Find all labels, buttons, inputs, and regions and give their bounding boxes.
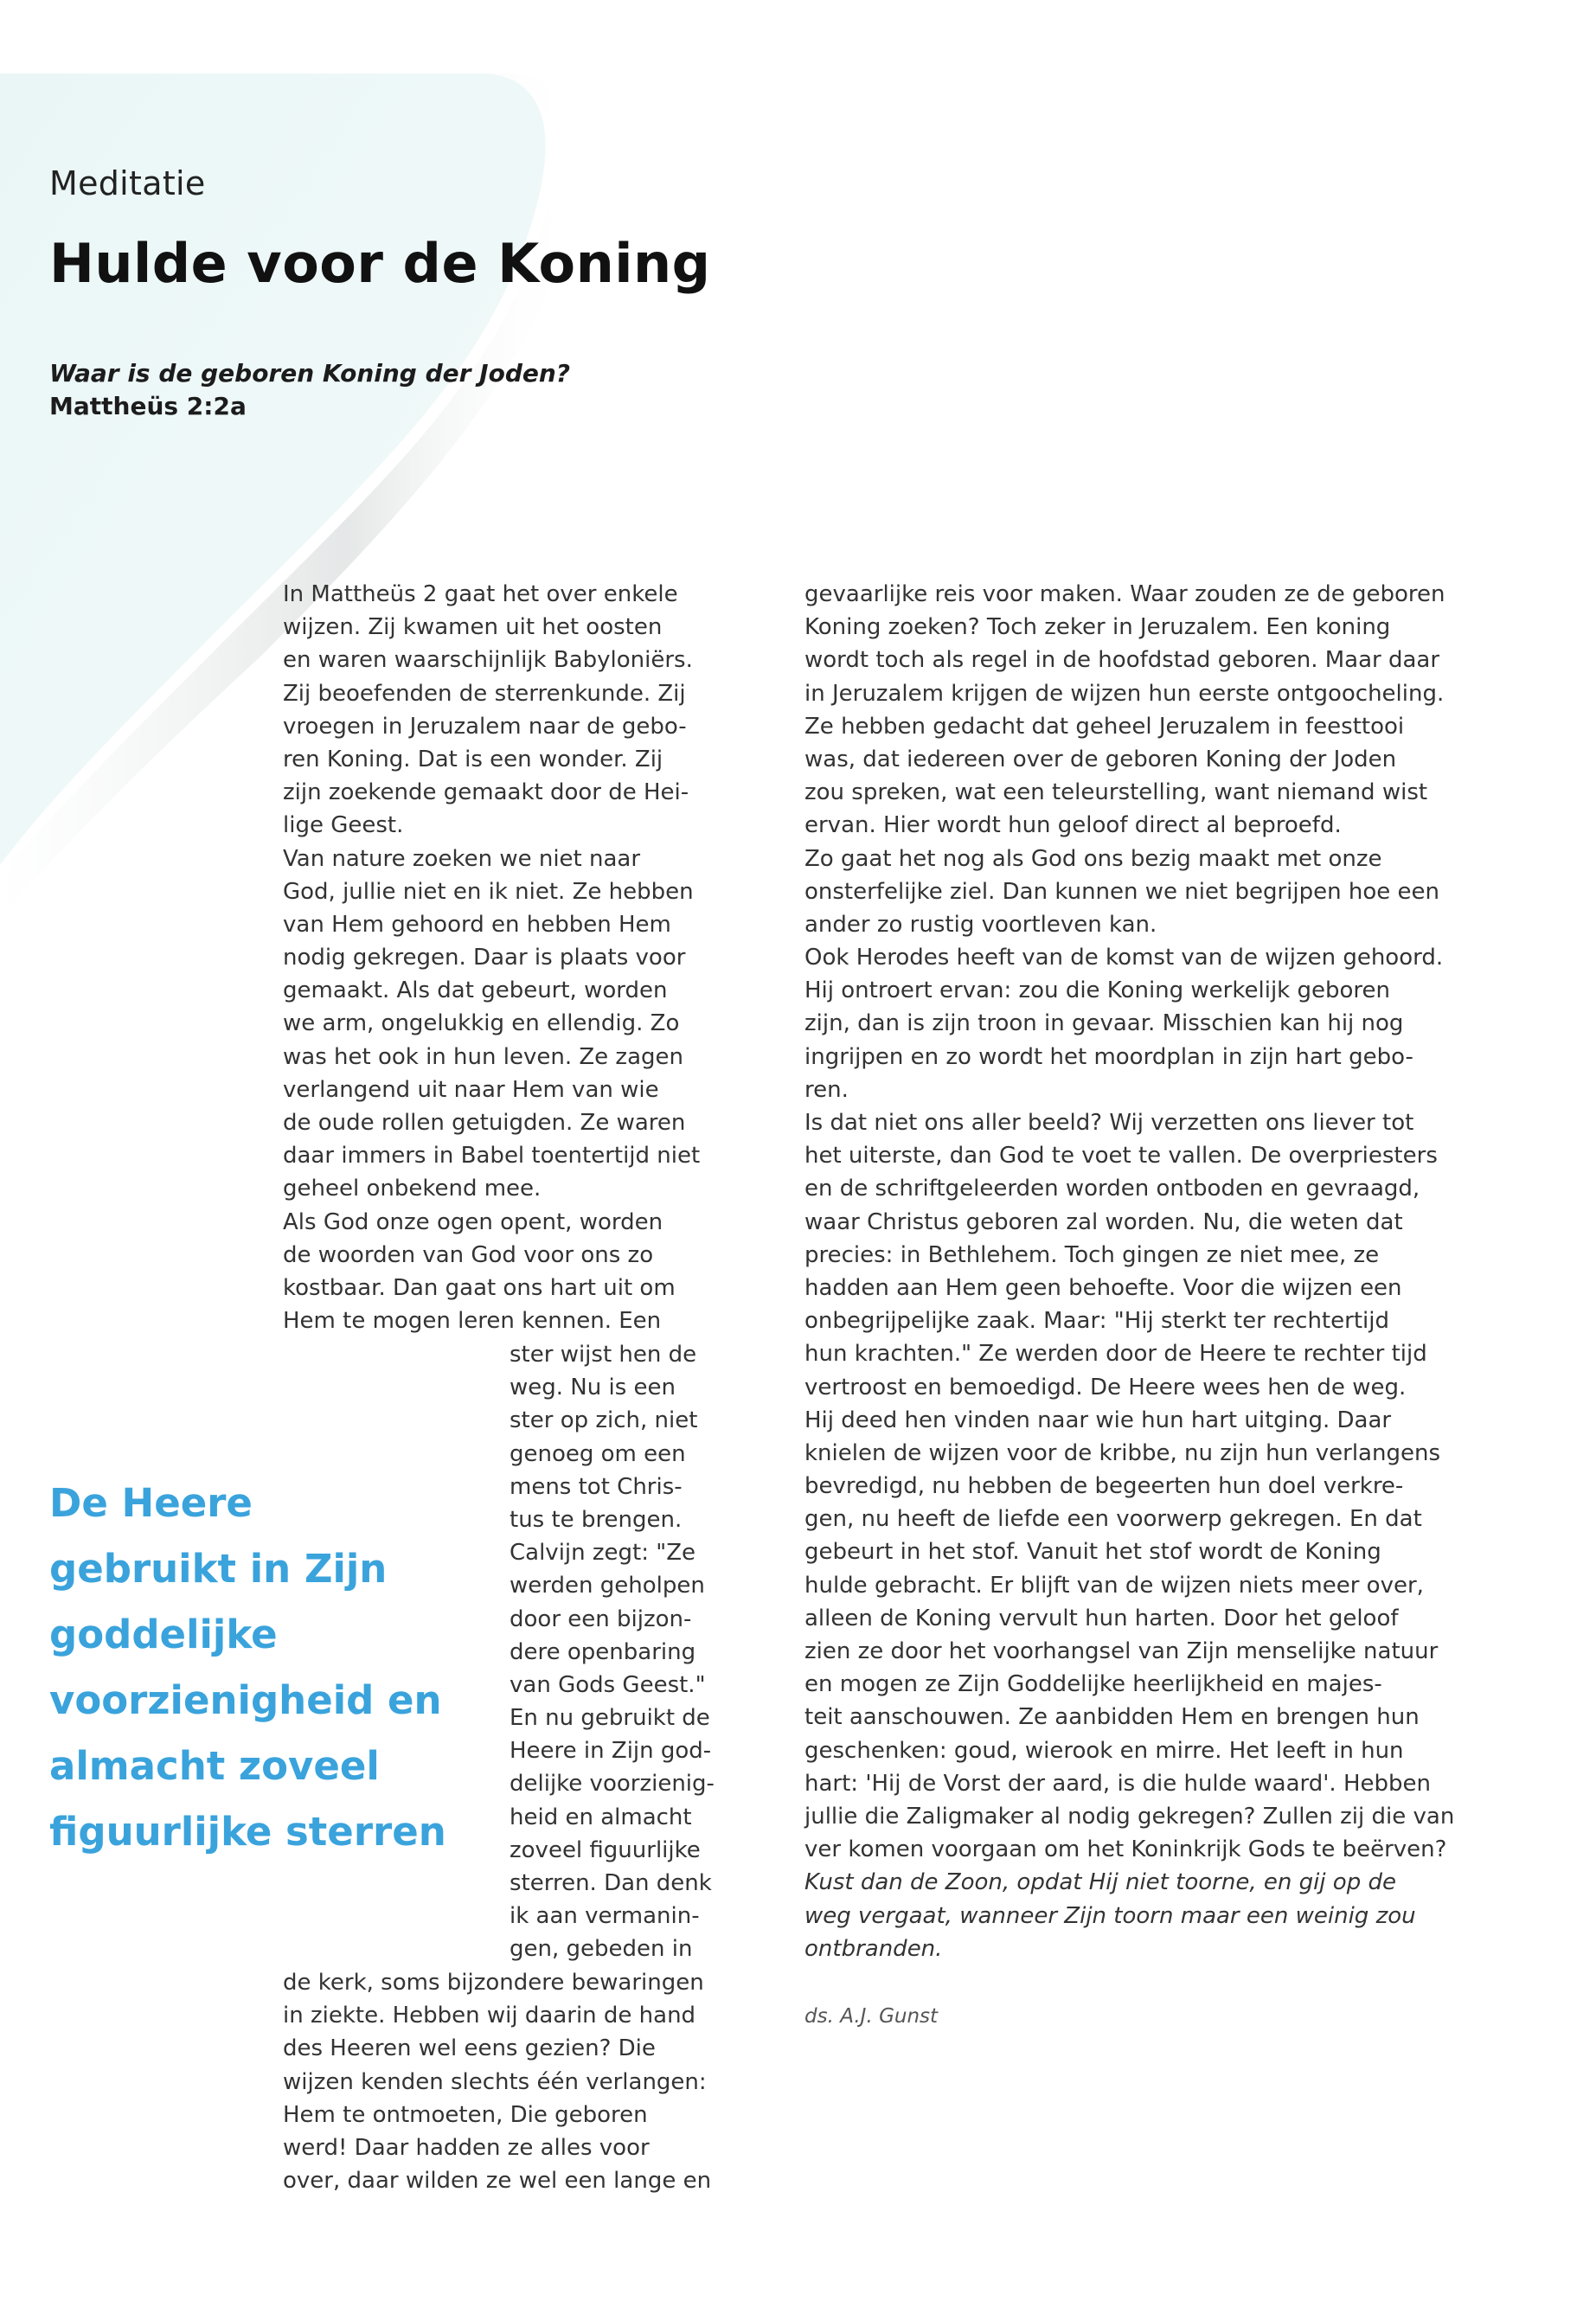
text-line: zijn, dan is zijn troon in gevaar. Misschien kan hij nog: [804, 1010, 1404, 1037]
text-line: gevaarlijke reis voor maken. Waar zouden ze de geboren: [804, 581, 1445, 607]
text-line: Als God onze ogen opent, worden: [283, 1208, 663, 1235]
section-kicker: Meditatie: [49, 164, 206, 202]
pull-quote-line: figuurlijke sterren: [49, 1809, 446, 1855]
text-line: van Hem gehoord en hebben Hem: [283, 911, 671, 938]
text-line: Hem te mogen leren kennen. Een: [283, 1308, 662, 1335]
pull-quote-line: voorzienigheid en: [49, 1677, 442, 1723]
text-line: onbegrijpelijke zaak. Maar: "Hij sterkt ter rechtertijd: [804, 1308, 1389, 1335]
text-line: God, jullie niet en ik niet. Ze hebben: [283, 878, 694, 905]
text-line: Koning zoeken? Toch zeker in Jeruzalem. Een koning: [804, 614, 1391, 641]
text-line: Kust dan de Zoon, opdat Hij niet toorne, en gij op de: [804, 1869, 1396, 1896]
text-line: en waren waarschijnlijk Babyloniërs.: [283, 647, 693, 674]
text-line: Hij ontroert ervan: zou die Koning werkelijk geboren: [804, 977, 1390, 1004]
text-line: gemaakt. Als dat gebeurt, worden: [283, 977, 668, 1004]
text-line: hart: 'Hij de Vorst der aard, is die hulde waard'. Hebben: [804, 1770, 1431, 1797]
body-column-right: [804, 578, 1454, 1965]
text-line: hadden aan Hem geen behoefte. Voor die wijzen een: [804, 1274, 1402, 1301]
text-line: genoeg om een: [510, 1440, 686, 1467]
body-column-narrow: [510, 1338, 715, 1966]
text-line: zoveel figuurlijke: [510, 1836, 701, 1863]
text-line: Ze hebben gedacht dat geheel Jeruzalem in feesttooi: [804, 713, 1405, 740]
text-line: In Mattheüs 2 gaat het over enkele: [283, 581, 678, 607]
text-line: in ziekte. Hebben wij daarin de hand: [283, 2003, 696, 2029]
text-line: En nu gebruikt de: [510, 1705, 710, 1732]
text-line: Hem te ontmoeten, Die geboren: [283, 2101, 648, 2128]
text-line: zien ze door het voorhangsel van Zijn menselijke natuur: [804, 1638, 1439, 1664]
text-line: ander zo rustig voortleven kan.: [804, 911, 1157, 938]
text-line: alleen de Koning vervult hun harten. Door het geloof: [804, 1605, 1399, 1631]
text-line: de kerk, soms bijzondere bewaringen: [283, 1970, 704, 1996]
text-line: en de schriftgeleerden worden ontboden en gevraagd,: [804, 1176, 1420, 1202]
text-line: lige Geest.: [283, 812, 404, 839]
text-line: bevredigd, nu hebben de begeerten hun doel verkre-: [804, 1473, 1404, 1500]
text-line: hulde gebracht. Er blijft van de wijzen niets meer over,: [804, 1572, 1424, 1599]
text-line: ver komen voorgaan om het Koninkrijk Gods te beërven?: [804, 1836, 1447, 1863]
pull-quote-line: almacht zoveel: [49, 1743, 380, 1789]
text-line: Hij deed hen vinden naar wie hun hart uitging. Daar: [804, 1407, 1392, 1433]
text-line: het uiterste, dan God te voet te vallen. De overpriesters: [804, 1143, 1438, 1170]
text-line: zijn zoekende gemaakt door de Hei-: [283, 779, 689, 806]
text-line: van Gods Geest.": [510, 1671, 706, 1698]
pull-quote: [49, 1471, 446, 1865]
body-column-right-regular: [804, 578, 1454, 1866]
text-line: vertroost en bemoedigd. De Heere wees hen de weg.: [804, 1374, 1407, 1400]
text-line: delijke voorzienig-: [510, 1771, 715, 1798]
text-line: kostbaar. Dan gaat ons hart uit om: [283, 1274, 676, 1301]
scripture-reference: Mattheüs 2:2a: [49, 392, 247, 420]
text-line: Zo gaat het nog als God ons bezig maakt met onze: [804, 845, 1382, 872]
text-line: daar immers in Babel toentertijd niet: [283, 1143, 701, 1170]
text-line: weg. Nu is een: [510, 1375, 676, 1401]
text-line: Is dat niet ons aller beeld? Wij verzetten ons liever tot: [804, 1110, 1414, 1136]
text-line: door een bijzon-: [510, 1606, 692, 1632]
article-title: Hulde voor de Koning: [49, 232, 711, 295]
text-line: wijzen. Zij kwamen uit het oosten: [283, 614, 663, 641]
text-line: Calvijn zegt: "Ze: [510, 1540, 696, 1567]
text-line: ster op zich, niet: [510, 1407, 698, 1434]
scripture-text: Waar is de geboren Koning der Joden?: [49, 359, 571, 388]
text-line: was het ook in hun leven. Ze zagen: [283, 1043, 683, 1070]
text-line: weg vergaat, wanneer Zijn toorn maar een weinig zou: [804, 1902, 1416, 1929]
body-column-left-bottom: [283, 1966, 711, 2197]
text-line: mens tot Chris-: [510, 1473, 683, 1500]
text-line: de oude rollen getuigden. Ze waren: [283, 1110, 686, 1136]
text-line: in Jeruzalem krijgen de wijzen hun eerste ontgoocheling.: [804, 680, 1445, 707]
text-line: vroegen in Jeruzalem naar de gebo-: [283, 713, 687, 740]
text-line: teit aanschouwen. Ze aanbidden Hem en brengen hun: [804, 1704, 1420, 1731]
text-line: nodig gekregen. Daar is plaats voor: [283, 945, 686, 971]
author-signature: ds. A.J. Gunst: [804, 2005, 939, 2028]
text-line: over, daar wilden ze wel een lange en: [283, 2168, 712, 2195]
text-line: Ook Herodes heeft van de komst van de wijzen gehoord.: [804, 945, 1444, 971]
text-line: geheel onbekend mee.: [283, 1176, 542, 1202]
text-line: wordt toch als regel in de hoofdstad geboren. Maar daar: [804, 647, 1440, 674]
text-line: knielen de wijzen voor de kribbe, nu zijn hun verlangens: [804, 1439, 1440, 1466]
text-line: gen, nu heeft de liefde een voorwerp gekregen. En dat: [804, 1506, 1422, 1533]
text-line: Van nature zoeken we niet naar: [283, 845, 641, 872]
text-line: Zij beoefenden de sterrenkunde. Zij: [283, 680, 686, 707]
text-line: geschenken: goud, wierook en mirre. Het leeft in hun: [804, 1737, 1404, 1764]
text-line: onsterfelijke ziel. Dan kunnen we niet begrijpen hoe een: [804, 878, 1439, 905]
pull-quote-line: De Heere: [49, 1480, 253, 1526]
text-line: werd! Daar hadden ze alles voor: [283, 2134, 650, 2161]
text-line: verlangend uit naar Hem van wie: [283, 1076, 659, 1103]
text-line: en mogen ze Zijn Goddelijke heerlijkheid en majes-: [804, 1671, 1382, 1698]
text-line: jullie die Zaligmaker al nodig gekregen? Zullen zij die van: [804, 1803, 1455, 1830]
body-column-left: [283, 578, 700, 1337]
text-line: waar Christus geboren zal worden. Nu, die weten dat: [804, 1208, 1403, 1235]
text-line: ren Koning. Dat is een wonder. Zij: [283, 746, 663, 772]
text-line: Heere in Zijn god-: [510, 1738, 712, 1765]
text-line: zou spreken, wat een teleurstelling, want niemand wist: [804, 779, 1428, 806]
text-line: ontbranden.: [804, 1935, 943, 1962]
text-line: heid en almacht: [510, 1804, 692, 1830]
text-line: wijzen kenden slechts één verlangen:: [283, 2068, 707, 2095]
text-line: ren.: [804, 1076, 849, 1103]
text-line: gen, gebeden in: [510, 1936, 693, 1963]
body-column-right-italic: [804, 1866, 1454, 1965]
text-line: precies: in Bethlehem. Toch gingen ze niet mee, ze: [804, 1241, 1380, 1268]
text-line: was, dat iedereen over de geboren Koning der Joden: [804, 746, 1397, 772]
text-line: werden geholpen: [510, 1573, 705, 1599]
text-line: tus te brengen.: [510, 1506, 683, 1533]
text-line: ingrijpen en zo wordt het moordplan in zijn hart gebo-: [804, 1043, 1413, 1070]
pull-quote-line: gebruikt in Zijn: [49, 1546, 388, 1592]
text-line: we arm, ongelukkig en ellendig. Zo: [283, 1010, 680, 1037]
text-line: dere openbaring: [510, 1638, 696, 1665]
text-line: gebeurt in het stof. Vanuit het stof wordt de Koning: [804, 1539, 1381, 1566]
text-line: des Heeren wel eens gezien? Die: [283, 2035, 656, 2062]
text-line: hun krachten." Ze werden door de Heere te rechter tijd: [804, 1341, 1427, 1368]
text-line: ervan. Hier wordt hun geloof direct al beproefd.: [804, 812, 1342, 839]
pull-quote-line: goddelijke: [49, 1612, 278, 1657]
text-line: de woorden van God voor ons zo: [283, 1241, 654, 1268]
text-line: ik aan vermanin-: [510, 1903, 700, 1930]
text-line: sterren. Dan denk: [510, 1870, 712, 1896]
text-line: ster wijst hen de: [510, 1342, 697, 1368]
